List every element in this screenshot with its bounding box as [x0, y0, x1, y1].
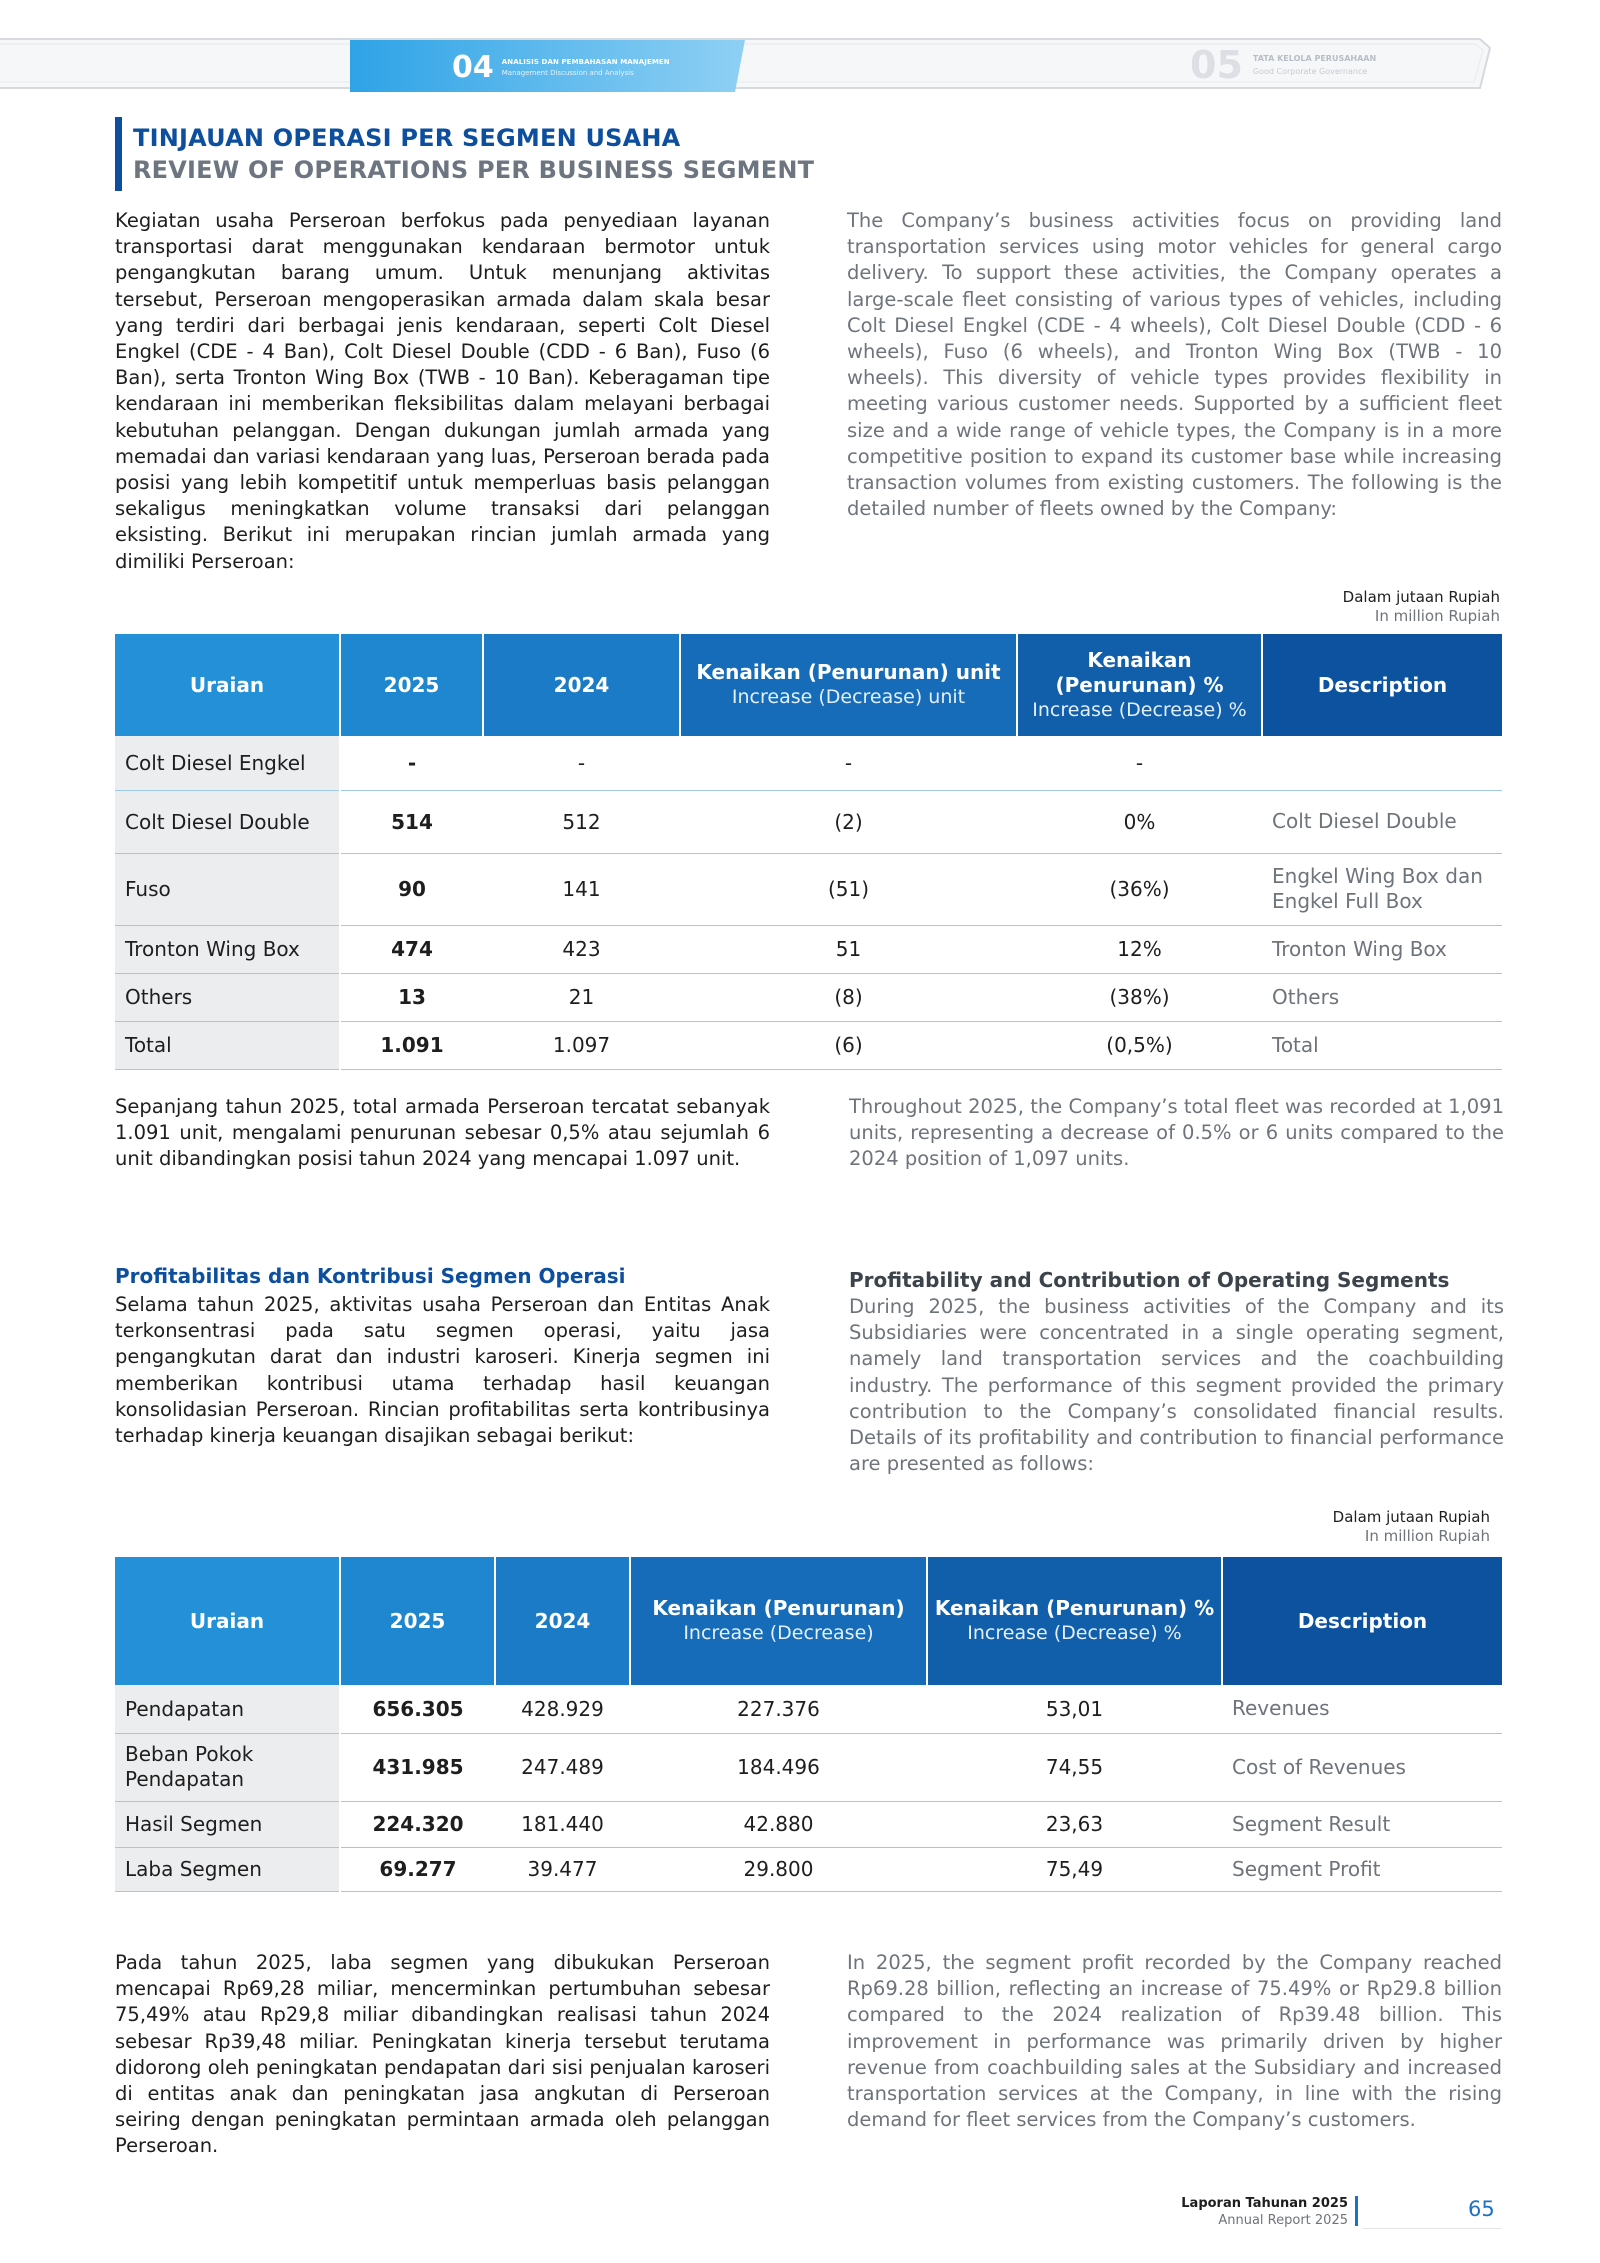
cell-description: Total	[1262, 1021, 1502, 1069]
cell-2024: 39.477	[495, 1847, 630, 1891]
cell-description: Others	[1262, 973, 1502, 1021]
col-header-uraian: Uraian	[115, 1557, 340, 1685]
profit-paragraph-en: During 2025, the business activities of the Company and its Subsidiaries were concentrated in a single operating segment, namely land transportation services and the coachbuilding industry. The performance of this segment provided the primary contribution to the Company’s consolidated financial results. Details of its profitability and contribution to financial performance are presented as follows:	[849, 1295, 1504, 1476]
cell-2024: 141	[483, 853, 680, 925]
chapter-title: ANALISIS DAN PEMBAHASAN MANAJEMEN	[501, 57, 670, 66]
table-row	[115, 973, 1502, 1021]
cell-2024: 21	[483, 973, 680, 1021]
cell-uraian: Total	[115, 1021, 340, 1069]
col-header-change-id: Kenaikan (Penurunan)	[652, 1596, 905, 1620]
cell-description: Cost of Revenues	[1222, 1733, 1502, 1801]
cell-2024: 1.097	[483, 1021, 680, 1069]
cell-change-pct: -	[1017, 736, 1262, 790]
fleet-summary-en: Throughout 2025, the Company’s total fleet was recorded at 1,091 units, representing a decrease of 0.5% or 6 units compared to the 2024 position of 1,097 units.	[849, 1095, 1504, 1171]
table-header-row	[115, 1557, 1502, 1685]
cell-2025: 13	[340, 973, 483, 1021]
col-header-description: Description	[1262, 634, 1502, 736]
intro-paragraph-id: Kegiatan usaha Perseroan berfokus pada penyediaan layanan transportasi darat menggunakan kendaraan bermotor untuk pengangkutan barang umum. Untuk menunjang aktivitas tersebut, Perseroan mengoperasikan armada dalam skala besar yang terdiri dari berbagai jenis kendaraan, seperti Colt Diesel Engkel (CDE - 4 Ban), Colt Diesel Double (CDD - 6 Ban), Fuso (6 Ban), serta Tronton Wing Box (TWB - 10 Ban). Keberagaman tipe kendaraan ini memberikan fleksibilitas dalam melayani berbagai kebutuhan pelanggan. Dengan dukungan jumlah armada yang memadai dan variasi kendaraan yang luas, Perseroan berada pada posisi yang lebih kompetitif untuk memperluas basis pelanggan sekaligus meningkatkan volume transaksi dari pelanggan eksisting. Berikut ini merupakan rincian jumlah armada yang dimiliki Perseroan:	[115, 209, 770, 573]
cell-change: 227.376	[630, 1685, 927, 1733]
table-row	[115, 1685, 1502, 1733]
cell-uraian: Pendapatan	[115, 1685, 340, 1733]
closing-paragraph-id: Pada tahun 2025, laba segmen yang dibukukan Perseroan mencapai Rp69,28 miliar, mencerminkan pertumbuhan sebesar 75,49% atau Rp29,8 miliar dibandingkan realisasi tahun 2024 sebesar Rp39,48 miliar. Peningkatan kinerja tersebut terutama didorong oleh peningkatan pendapatan dari sisi penjualan karoseri di entitas anak dan peningkatan jasa angkutan di Perseroan seiring dengan peningkatan permintaan armada oleh pelanggan Perseroan.	[115, 1951, 770, 2158]
cell-uraian: Colt Diesel Double	[115, 790, 340, 853]
cell-uraian: Fuso	[115, 853, 340, 925]
chapter-number: 05	[1190, 43, 1243, 87]
unit-note-id: Dalam jutaan Rupiah	[1342, 588, 1500, 606]
cell-uraian: Laba Segmen	[115, 1847, 340, 1891]
table-row	[115, 1801, 1502, 1847]
col-header-2025: 2025	[340, 1557, 495, 1685]
cell-2025: 431.985	[340, 1733, 495, 1801]
unit-note-en: In million Rupiah	[1364, 1527, 1490, 1545]
cell-change: 184.496	[630, 1733, 927, 1801]
col-header-2024: 2024	[495, 1557, 630, 1685]
fleet-table	[115, 634, 1502, 1070]
cell-uraian: Beban Pokok Pendapatan	[115, 1733, 340, 1801]
col-header-2024: 2024	[483, 634, 680, 736]
col-header-uraian: Uraian	[115, 634, 340, 736]
cell-change-pct: 23,63	[927, 1801, 1222, 1847]
chapter-subtitle: Management Discussion and Analysis	[501, 68, 634, 77]
cell-2025: 656.305	[340, 1685, 495, 1733]
cell-uraian: Colt Diesel Engkel	[115, 736, 340, 790]
profit-subheading-id: Profitabilitas dan Kontribusi Segmen Operasi	[115, 1264, 626, 1288]
table-row-total	[115, 1021, 1502, 1069]
cell-uraian: Hasil Segmen	[115, 1801, 340, 1847]
table-row	[115, 1847, 1502, 1891]
cell-2025: 1.091	[340, 1021, 483, 1069]
cell-change-pct: (38%)	[1017, 973, 1262, 1021]
cell-change-pct: 74,55	[927, 1733, 1222, 1801]
cell-2025: 474	[340, 925, 483, 973]
table-row	[115, 736, 1502, 790]
cell-2024: 512	[483, 790, 680, 853]
col-header-change-unit-id: Kenaikan (Penurunan) unit	[696, 660, 1001, 684]
unit-note-en: In million Rupiah	[1374, 607, 1500, 625]
col-header-change	[630, 1557, 927, 1685]
chapter-number: 04	[452, 49, 494, 85]
page-number: 65	[1468, 2197, 1495, 2221]
cell-description: Engkel Wing Box dan Engkel Full Box	[1262, 853, 1502, 925]
cell-change-pct: (36%)	[1017, 853, 1262, 925]
cell-change-unit: (51)	[680, 853, 1017, 925]
cell-change-pct: 53,01	[927, 1685, 1222, 1733]
cell-change-unit: (2)	[680, 790, 1017, 853]
cell-change-pct: 12%	[1017, 925, 1262, 973]
chapter-tab-05[interactable]	[1190, 40, 1376, 90]
cell-description: Segment Result	[1222, 1801, 1502, 1847]
cell-change-unit: 51	[680, 925, 1017, 973]
cell-change-unit: (8)	[680, 973, 1017, 1021]
cell-2024: 181.440	[495, 1801, 630, 1847]
cell-uraian: Tronton Wing Box	[115, 925, 340, 973]
profit-paragraph-id: Selama tahun 2025, aktivitas usaha Perseroan dan Entitas Anak terkonsentrasi pada satu segmen operasi, yaitu jasa pengangkutan darat dan industri karoseri. Kinerja segmen ini memberikan kontribusi utama terhadap hasil keuangan konsolidasian Perseroan. Rincian profitabilitas serta kontribusinya terhadap kinerja keuangan disajikan sebagai berikut:	[115, 1293, 770, 1448]
col-header-change-en: Increase (Decrease)	[683, 1622, 874, 1644]
cell-2025: 224.320	[340, 1801, 495, 1847]
col-header-change-unit-en: Increase (Decrease) unit	[731, 686, 966, 708]
footer-report-title-id: Laporan Tahunan 2025	[1181, 2196, 1348, 2211]
cell-change-pct: (0,5%)	[1017, 1021, 1262, 1069]
col-header-change-pct-id: Kenaikan (Penurunan) %	[1055, 647, 1224, 697]
closing-paragraph-en: In 2025, the segment profit recorded by the Company reached Rp69.28 billion, reflecting an increase of 75.49% or Rp29.8 billion compared to the 2024 realization of Rp39.48 billion. This improvement in performance was primarily driven by higher revenue from coachbuilding sales at the Subsidiary and increased transportation services at the Company, in line with the rising demand for fleet services from the Company’s customers.	[847, 1951, 1502, 2132]
heading-accent-bar	[115, 117, 122, 191]
table-row	[115, 790, 1502, 853]
table-row	[115, 925, 1502, 973]
unit-note-id: Dalam jutaan Rupiah	[1332, 1508, 1490, 1526]
chapter-tab-04[interactable]	[350, 40, 745, 94]
col-header-change-unit	[680, 634, 1017, 736]
cell-description: Segment Profit	[1222, 1847, 1502, 1891]
chapter-subtitle: Good Corporate Governance	[1252, 67, 1368, 76]
col-header-change-pct-en: Increase (Decrease) %	[967, 1622, 1182, 1644]
col-header-change-pct	[1017, 634, 1262, 736]
chapter-title: TATA KELOLA PERUSAHAAN	[1252, 54, 1377, 63]
col-header-description: Description	[1222, 1557, 1502, 1685]
cell-description: Revenues	[1222, 1685, 1502, 1733]
table-row	[115, 1733, 1502, 1801]
cell-description: Tronton Wing Box	[1262, 925, 1502, 973]
segment-profit-table	[115, 1557, 1502, 1892]
col-header-change-pct	[927, 1557, 1222, 1685]
cell-description	[1262, 736, 1502, 790]
cell-2025: -	[340, 736, 483, 790]
cell-change-pct: 75,49	[927, 1847, 1222, 1891]
cell-2024: 247.489	[495, 1733, 630, 1801]
cell-change-unit: (6)	[680, 1021, 1017, 1069]
footer-report-title-en: Annual Report 2025	[1218, 2213, 1348, 2228]
fleet-summary-id: Sepanjang tahun 2025, total armada Perseroan tercatat sebanyak 1.091 unit, mengalami penurunan sebesar 0,5% atau sejumlah 6 unit dibandingkan posisi tahun 2024 yang mencapai 1.097 unit.	[115, 1095, 770, 1171]
cell-uraian: Others	[115, 973, 340, 1021]
cell-description: Colt Diesel Double	[1262, 790, 1502, 853]
cell-change: 29.800	[630, 1847, 927, 1891]
unit-note	[1333, 1508, 1490, 1546]
intro-paragraph-en: The Company’s business activities focus on providing land transportation services using motor vehicles for general cargo delivery. To support these activities, the Company operates a large-scale fleet consisting of various types of vehicles, including Colt Diesel Engkel (CDE - 4 wheels), Colt Diesel Double (CDD - 6 wheels), Fuso (6 wheels), and Tronton Wing Box (TWB - 10 wheels). This diversity of vehicle types provides flexibility in meeting various customer needs. Supported by a sufficient fleet size and a wide range of vehicle types, the Company is in a more competitive position to expand its customer base while increasing transaction volumes from existing customers. The following is the detailed number of fleets owned by the Company:	[847, 209, 1502, 521]
cell-change: 42.880	[630, 1801, 927, 1847]
table-header-row	[115, 634, 1502, 736]
cell-2025: 90	[340, 853, 483, 925]
cell-2025: 514	[340, 790, 483, 853]
col-header-change-pct-id: Kenaikan (Penurunan) %	[934, 1596, 1215, 1620]
cell-change-pct: 0%	[1017, 790, 1262, 853]
cell-2025: 69.277	[340, 1847, 495, 1891]
table-row	[115, 853, 1502, 925]
unit-note	[1343, 588, 1500, 626]
cell-2024: 423	[483, 925, 680, 973]
section-title-en: REVIEW OF OPERATIONS PER BUSINESS SEGMENT	[133, 156, 815, 184]
footer-divider	[1362, 2228, 1502, 2229]
col-header-2025: 2025	[340, 634, 483, 736]
col-header-change-pct-en: Increase (Decrease) %	[1032, 698, 1247, 721]
cell-2024: -	[483, 736, 680, 790]
cell-change-unit: -	[680, 736, 1017, 790]
cell-2024: 428.929	[495, 1685, 630, 1733]
section-title-id: TINJAUAN OPERASI PER SEGMEN USAHA	[133, 124, 681, 152]
footer-accent-bar	[1355, 2196, 1358, 2226]
profit-subheading-en: Profitability and Contribution of Operating Segments	[849, 1268, 1450, 1292]
